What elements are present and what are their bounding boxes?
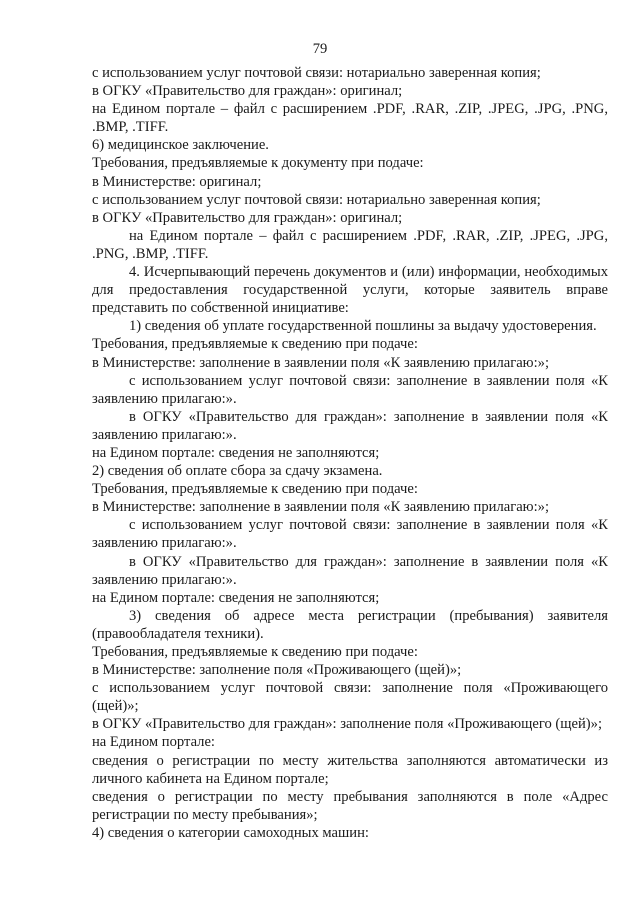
paragraph: сведения о регистрации по месту жительства заполняются автоматически из личного кабинета на Едином портале; xyxy=(92,752,608,787)
page-number: 79 xyxy=(312,41,328,57)
paragraph: в Министерстве: заполнение в заявлении поля «К заявлению прилагаю:»; xyxy=(92,354,549,371)
paragraph: с использованием услуг почтовой связи: заполнение поля «Проживающего (щей)»; xyxy=(92,680,608,715)
paragraph: в ОГКУ «Правительство для граждан»: заполнение в заявлении поля «К заявлению прилагаю:». xyxy=(92,553,608,588)
paragraph: в ОГКУ «Правительство для граждан»: оригинал; xyxy=(92,83,403,100)
paragraph: на Едином портале: сведения не заполняются; xyxy=(92,589,380,606)
paragraph: в Министерстве: оригинал; xyxy=(92,173,262,190)
paragraph: с использованием услуг почтовой связи: заполнение в заявлении поля «К заявлению прилагаю:». xyxy=(92,372,608,407)
paragraph: 2) сведения об оплате сбора за сдачу экзамена. xyxy=(92,463,383,480)
paragraph: на Едином портале: xyxy=(92,734,215,751)
paragraph: Требования, предъявляемые к сведению при подаче: xyxy=(92,481,418,498)
paragraph: в Министерстве: заполнение поля «Проживающего (щей)»; xyxy=(92,662,462,679)
paragraph: Требования, предъявляемые к документу при подаче: xyxy=(92,155,424,172)
paragraph: в ОГКУ «Правительство для граждан»: заполнение поля «Проживающего (щей)»; xyxy=(92,716,603,733)
paragraph: 1) сведения об уплате государственной пошлины за выдачу удостоверения. xyxy=(129,318,597,335)
paragraph: на Едином портале – файл с расширением .PDF, .RAR, .ZIP, .JPEG, .JPG, .PNG, .BMP, .TIFF. xyxy=(92,101,608,136)
paragraph: 4. Исчерпывающий перечень документов и (или) информации, необходимых для предоставления государственной услуги, которые заявитель вправе представить по собственной инициативе: xyxy=(92,264,608,317)
paragraph: сведения о регистрации по месту пребывания заполняются в поле «Адрес регистрации по месту пребывания»; xyxy=(92,788,608,823)
paragraph: в Министерстве: заполнение в заявлении поля «К заявлению прилагаю:»; xyxy=(92,499,549,516)
paragraph: в ОГКУ «Правительство для граждан»: заполнение в заявлении поля «К заявлению прилагаю:». xyxy=(92,408,608,443)
paragraph: 4) сведения о категории самоходных машин: xyxy=(92,824,369,841)
paragraph: с использованием услуг почтовой связи: нотариально заверенная копия; xyxy=(92,191,541,208)
paragraph: 6) медицинское заключение. xyxy=(92,137,269,154)
paragraph: на Едином портале: сведения не заполняются; xyxy=(92,444,380,461)
paragraph: с использованием услуг почтовой связи: заполнение в заявлении поля «К заявлению прилагаю:». xyxy=(92,517,608,552)
paragraph: Требования, предъявляемые к сведению при подаче: xyxy=(92,336,418,353)
paragraph: на Едином портале – файл с расширением .PDF, .RAR, .ZIP, .JPEG, .JPG, .PNG, .BMP, .TIFF. xyxy=(92,227,608,262)
document-body xyxy=(92,64,608,842)
paragraph: Требования, предъявляемые к сведению при подаче: xyxy=(92,644,418,660)
paragraph: с использованием услуг почтовой связи: нотариально заверенная копия; xyxy=(92,65,541,81)
paragraph: 3) сведения об адресе места регистрации (пребывания) заявителя (правообладателя техники). xyxy=(92,607,608,642)
paragraph: в ОГКУ «Правительство для граждан»: оригинал; xyxy=(92,209,403,226)
